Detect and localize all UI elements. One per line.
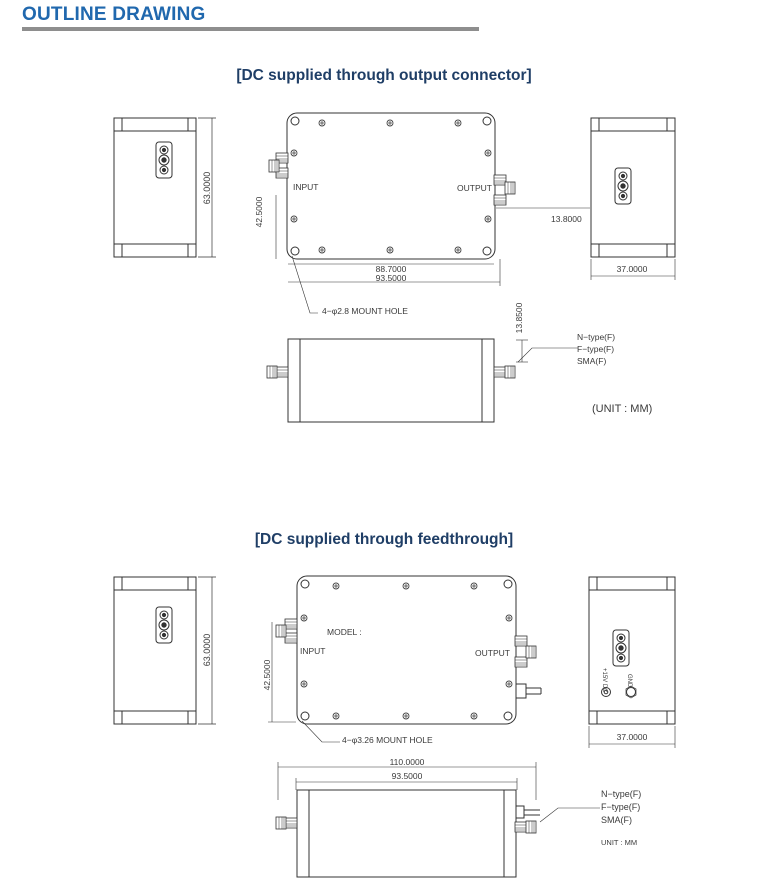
s2-right-end-view bbox=[589, 577, 675, 748]
s1-top-view bbox=[276, 113, 590, 313]
s1-input-label: INPUT bbox=[293, 182, 319, 192]
s1-inner-width-dim: 88.7000 bbox=[375, 264, 407, 274]
s1-side-height-dim: 42.5000 bbox=[254, 196, 264, 228]
s2-connector-type-f: F−type(F) bbox=[601, 802, 641, 812]
s2-connector-type-sma: SMA(F) bbox=[601, 815, 632, 825]
s2-power-label: +15V DC bbox=[601, 668, 607, 693]
s2-input-label: INPUT bbox=[300, 646, 326, 656]
s2-mount-hole-note: 4−φ3.26 MOUNT HOLE bbox=[342, 735, 433, 745]
s2-unit-note: UNIT : MM bbox=[601, 838, 638, 847]
s1-connector-type-f: F−type(F) bbox=[577, 344, 615, 354]
s2-model-label: MODEL : bbox=[327, 627, 362, 637]
s2-connector-type-n: N−type(F) bbox=[601, 789, 642, 799]
s1-side-view bbox=[288, 339, 578, 422]
s2-width-dim: 93.5000 bbox=[391, 771, 423, 781]
s2-depth-dim: 37.0000 bbox=[616, 732, 648, 742]
s1-connector-offset-dim: 13.8000 bbox=[551, 214, 582, 224]
section1-title: [DC supplied through output connector] bbox=[236, 67, 532, 84]
s2-overall-width-dim: 110.0000 bbox=[389, 757, 425, 767]
s1-height-dim: 63.0000 bbox=[202, 171, 212, 205]
section2-title: [DC supplied through feedthrough] bbox=[254, 531, 514, 548]
s1-unit-note: (UNIT : MM) bbox=[592, 403, 653, 415]
s2-height-dim: 63.0000 bbox=[202, 633, 212, 667]
s1-connector-type-n: N−type(F) bbox=[577, 332, 616, 342]
s1-right-end-view bbox=[591, 118, 675, 280]
s2-output-label: OUTPUT bbox=[475, 648, 510, 658]
s1-depth-dim: 37.0000 bbox=[616, 264, 648, 274]
s1-connector-type-sma: SMA(F) bbox=[577, 356, 607, 366]
s2-gnd-label: GND bbox=[626, 674, 632, 688]
s2-side-view bbox=[278, 762, 600, 877]
s1-output-label: OUTPUT bbox=[457, 183, 492, 193]
s1-width-dim: 93.5000 bbox=[375, 273, 407, 283]
s1-connector-height-dim: 13.8500 bbox=[514, 302, 524, 334]
s1-left-end-view bbox=[114, 118, 216, 257]
s2-side-height-dim: 42.5000 bbox=[262, 659, 272, 691]
page-title: OUTLINE DRAWING bbox=[22, 4, 206, 25]
s2-left-end-view bbox=[114, 577, 216, 724]
s1-mount-hole-note: 4−φ2.8 MOUNT HOLE bbox=[322, 306, 408, 316]
